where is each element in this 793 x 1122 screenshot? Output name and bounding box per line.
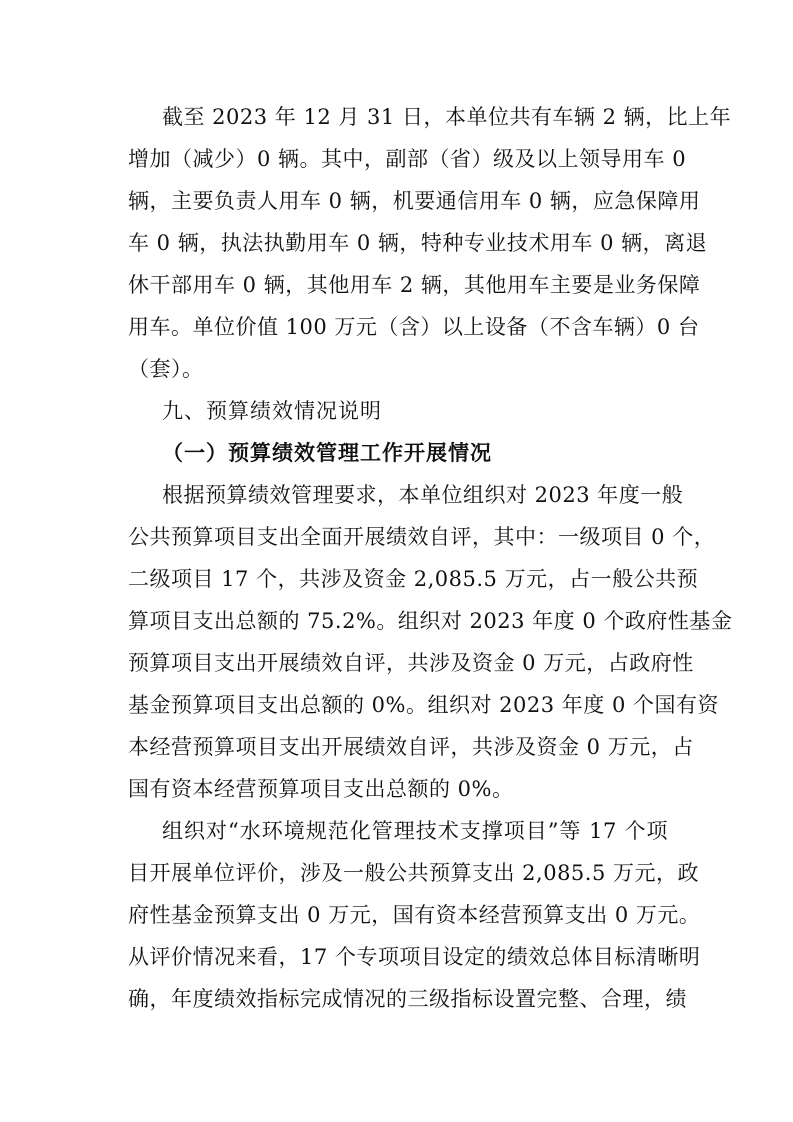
text-line: 用车。单位价值 100 万元（含）以上设备（不含车辆）0 台: [128, 315, 700, 339]
text-line: （套）。: [128, 357, 204, 381]
text-line: 基金预算项目支出总额的 0%。组织对 2023 年度 0 个国有资: [128, 693, 719, 717]
text-line: 公共预算项目支出全面开展绩效自评，其中：一级项目 0 个，: [128, 525, 716, 549]
subsection-heading: （一）预算绩效管理工作开展情况: [162, 440, 492, 465]
text-line: 预算项目支出开展绩效自评，共涉及资金 0 万元，占政府性: [128, 651, 694, 675]
text-line: 从评价情况来看，17 个专项项目设定的绩效总体目标清晰明: [128, 945, 701, 969]
text-line: 确，年度绩效指标完成情况的三级指标设置完整、合理，绩: [128, 987, 687, 1011]
text-line: 增加（减少）0 辆。其中，副部（省）级及以上领导用车 0: [128, 147, 687, 171]
text-line: 国有资本经营预算项目支出总额的 0%。: [128, 777, 514, 801]
text-line: 算项目支出总额的 75.2%。组织对 2023 年度 0 个政府性基金: [128, 609, 733, 633]
text-line: 截至 2023 年 12 月 31 日，本单位共有车辆 2 辆，比上年: [162, 105, 732, 129]
text-line: 根据预算绩效管理要求，本单位组织对 2023 年度一般: [162, 483, 684, 507]
text-line: 本经营预算项目支出开展绩效自评，共涉及资金 0 万元，占: [128, 735, 694, 759]
text-line: 辆，主要负责人用车 0 辆，机要通信用车 0 辆，应急保障用: [128, 189, 701, 213]
section-heading: 九、预算绩效情况说明: [162, 399, 382, 423]
text-line: 车 0 辆，执法执勤用车 0 辆，特种专业技术用车 0 辆，离退: [128, 231, 708, 255]
text-line: 二级项目 17 个，共涉及资金 2,085.5 万元，占一般公共预: [128, 567, 699, 591]
text-line: 目开展单位评价，涉及一般公共预算支出 2,085.5 万元，政: [128, 861, 700, 885]
text-line: 组织对“水环境规范化管理技术支撑项目”等 17 个项: [162, 819, 668, 843]
text-line: 休干部用车 0 辆，其他用车 2 辆，其他用车主要是业务保障: [128, 273, 701, 297]
text-line: 府性基金预算支出 0 万元，国有资本经营预算支出 0 万元。: [128, 903, 701, 927]
